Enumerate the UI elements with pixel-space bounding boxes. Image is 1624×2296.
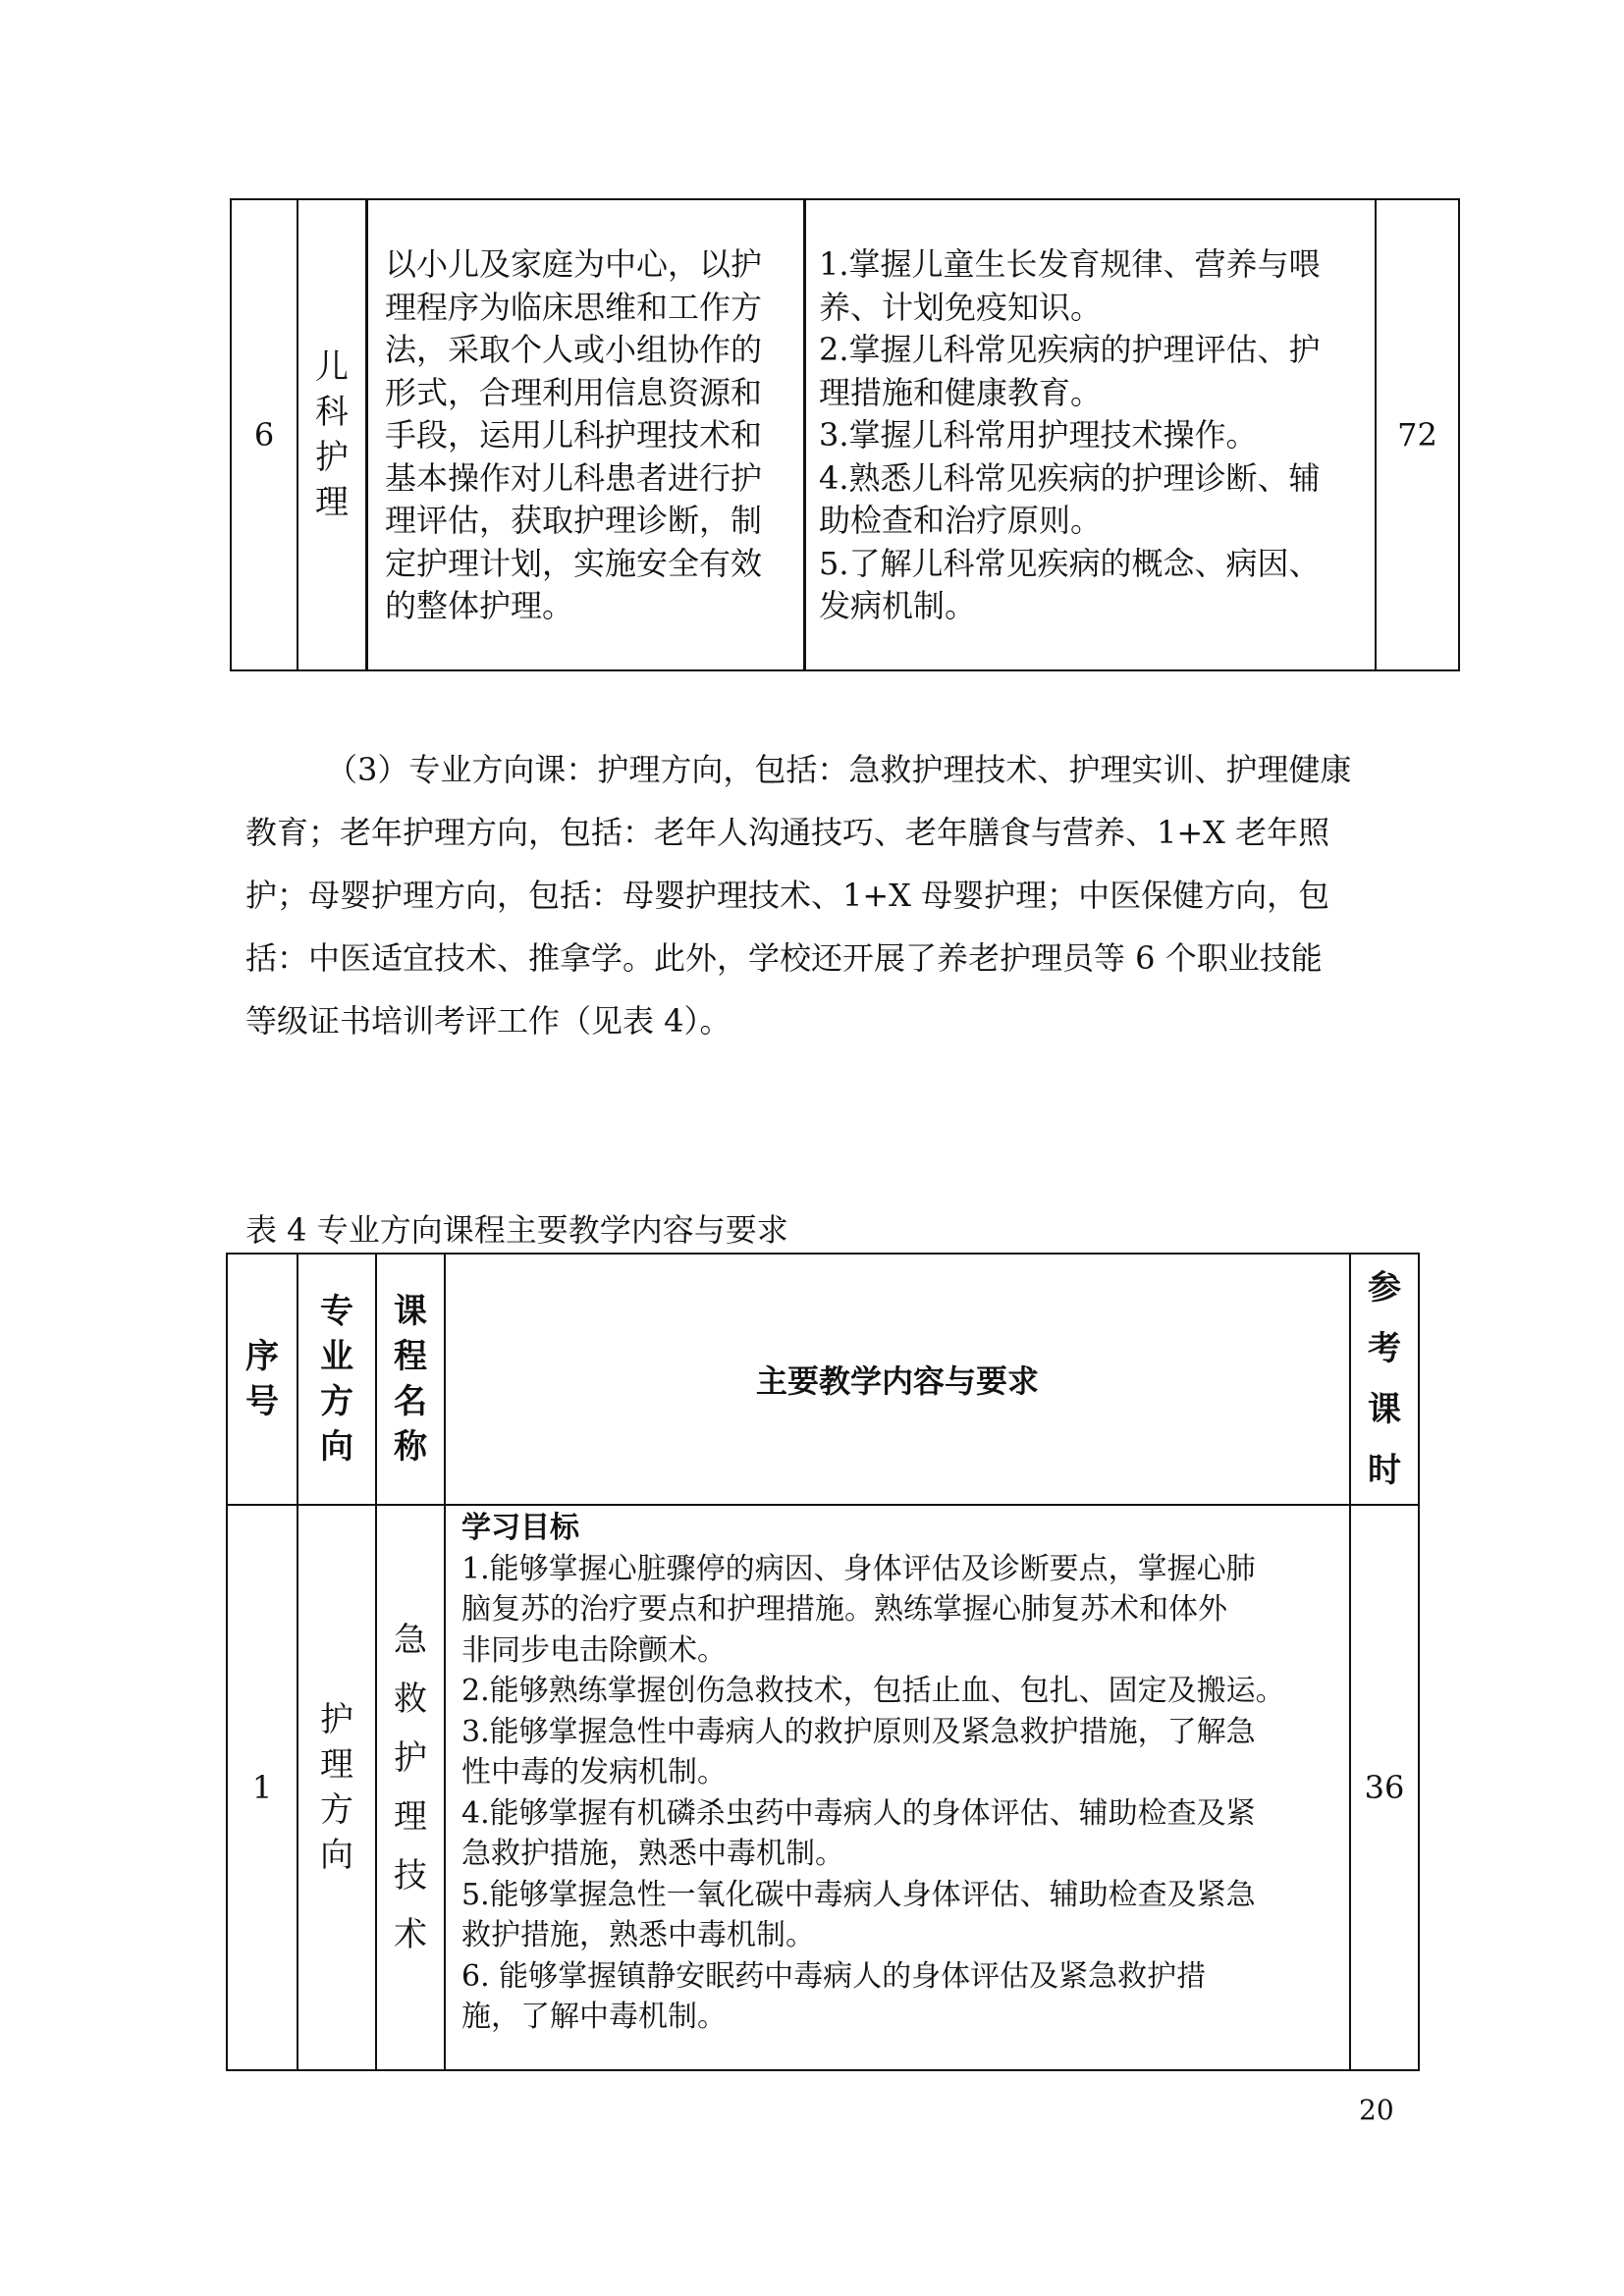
table1-index-cell [232,200,297,669]
content-title: 学习目标 [461,1511,579,1545]
header-char: 程 [394,1337,427,1376]
table4-header-content [446,1255,1349,1504]
row-index: 1 [251,1769,273,1806]
table1-hours: 72 [1397,416,1437,454]
body-paragraph [245,738,1463,1052]
content-line: 1.能够掌握心脏骤停的病因、身体评估及诊断要点，掌握心肺 [461,1551,1256,1586]
content-line: 急救护措施，熟悉中毒机制。 [461,1837,844,1871]
table1-requirement-line: 发病机制。 [819,587,977,624]
content-line: 6. 能够掌握镇静安眠药中毒病人的身体评估及紧急救护措 [461,1958,1207,1994]
course-char: 理 [394,1797,427,1837]
table1-divider-3 [803,198,806,671]
table1-requirement-line: 3.掌握儿科常用护理技术操作。 [819,416,1258,454]
table4-border-bottom [226,2069,1420,2071]
table1-requirement-line: 1.掌握儿童生长发育规律、营养与喂 [819,245,1321,283]
table4-header-index [228,1255,297,1504]
header-char: 业 [320,1337,353,1376]
table1-course-char: 理 [315,483,349,522]
paragraph-line: 括：中医适宜技术、推拿学。此外，学校还开展了养老护理员等 6 个职业技能 [245,939,1323,977]
content-line: 非同步电击除颤术。 [461,1632,727,1668]
table1-hours-cell [1377,200,1458,669]
table1-description-line: 法，采取个人或小组协作的 [385,331,763,368]
table1-requirement-line: 助检查和治疗原则。 [819,502,1103,539]
table4-border-right [1418,1253,1420,2071]
paragraph-line: 等级证书培训考评工作（见表 4）。 [245,1002,731,1040]
table1-index: 6 [253,416,275,454]
header-char: 参 [1368,1268,1401,1308]
table4-row1-hours [1351,1506,1418,2069]
table1-border-top [230,198,1460,200]
table1-course-char: 护 [315,438,349,477]
table1-description-line: 基本操作对儿科患者进行护 [385,458,763,497]
course-char: 护 [394,1738,427,1778]
table1-description-cell [385,243,797,656]
table4-header-course [377,1255,444,1504]
header-char: 序 [245,1337,279,1376]
table1-description-line: 以小儿及家庭为中心，以护 [385,245,763,283]
content-line: 脑复苏的治疗要点和护理措施。熟练掌握心肺复苏术和体外 [461,1592,1227,1627]
header-char: 课 [394,1292,427,1331]
header-char: 专 [320,1292,353,1331]
content-line: 2.能够熟练掌握创伤急救技术，包括止血、包扎、固定及搬运。 [461,1674,1285,1708]
header-char: 考 [1368,1329,1401,1368]
table1-course-char: 儿 [315,347,349,387]
table1-border-right [1458,198,1460,671]
row-hours: 36 [1364,1769,1405,1806]
table1-course-cell [298,200,365,669]
table1-requirement-line: 5.了解儿科常见疾病的概念、病因、 [819,544,1321,582]
table4-row1-direction [298,1506,375,2069]
direction-char: 理 [320,1745,353,1785]
course-char: 技 [394,1856,427,1896]
table1-requirements-cell [819,243,1375,656]
paragraph-line: 教育；老年护理方向，包括：老年人沟通技巧、老年膳食与营养、1+X 老年照 [245,814,1330,851]
content-line: 救护措施，熟悉中毒机制。 [461,1918,815,1952]
table1-divider-2 [365,198,368,671]
course-char: 救 [394,1680,427,1719]
header-char: 方 [320,1382,353,1421]
direction-char: 方 [320,1790,353,1830]
header-char: 课 [1368,1390,1401,1429]
table4-row1-course [377,1506,444,2069]
table1-description-line: 形式，合理利用信息资源和 [385,373,763,411]
page-number: 20 [1359,2094,1394,2126]
table4-row1-content [461,1508,1345,2067]
content-line: 5.能够掌握急性一氧化碳中毒病人身体评估、辅助检查及紧急 [461,1877,1256,1912]
table1-requirement-line: 理措施和健康教育。 [819,373,1103,411]
paragraph-line: （3）专业方向课：护理方向，包括：急救护理技术、护理实训、护理健康 [326,751,1352,788]
table4-caption: 表 4 专业方向课程主要教学内容与要求 [245,1211,788,1249]
course-char: 术 [394,1915,427,1954]
paragraph-line: 护；母婴护理方向，包括：母婴护理技术、1+X 母婴护理；中医保健方向，包 [245,877,1330,914]
direction-char: 护 [320,1700,353,1739]
header-char: 号 [245,1382,279,1421]
table4-row1-index [228,1506,297,2069]
table1-course-char: 科 [315,393,349,432]
table1-description-line: 手段，运用儿科护理技术和 [385,416,763,454]
table1-requirement-line: 2.掌握儿科常见疾病的护理评估、护 [819,331,1321,368]
header-char: 名 [394,1382,427,1421]
content-line: 施，了解中毒机制。 [461,2000,727,2034]
content-line: 4.能够掌握有机磷杀虫药中毒病人的身体评估、辅助检查及紧 [461,1795,1256,1831]
content-line: 3.能够掌握急性中毒病人的救护原则及紧急救护措施，了解急 [461,1714,1256,1749]
header-char: 向 [320,1427,353,1467]
table1-description-line: 定护理计划，实施安全有效 [385,544,763,582]
table1-description-line: 理程序为临床思维和工作方 [385,288,763,326]
header-char: 称 [394,1427,427,1467]
table1-border-bottom [230,669,1460,671]
table1-description-line: 理评估，获取护理诊断，制 [385,502,763,539]
content-line: 性中毒的发病机制。 [461,1755,727,1789]
table1-requirement-line: 养、计划免疫知识。 [819,288,1103,326]
course-char: 急 [394,1621,427,1660]
table1-requirement-line: 4.熟悉儿科常见疾病的护理诊断、辅 [819,458,1321,497]
table4-header-direction [298,1255,375,1504]
header-char: 时 [1368,1451,1401,1490]
table4-header-hours [1351,1255,1418,1504]
table1-description-line: 的整体护理。 [385,587,574,624]
direction-char: 向 [320,1836,353,1875]
header-content-label: 主要教学内容与要求 [755,1362,1039,1400]
